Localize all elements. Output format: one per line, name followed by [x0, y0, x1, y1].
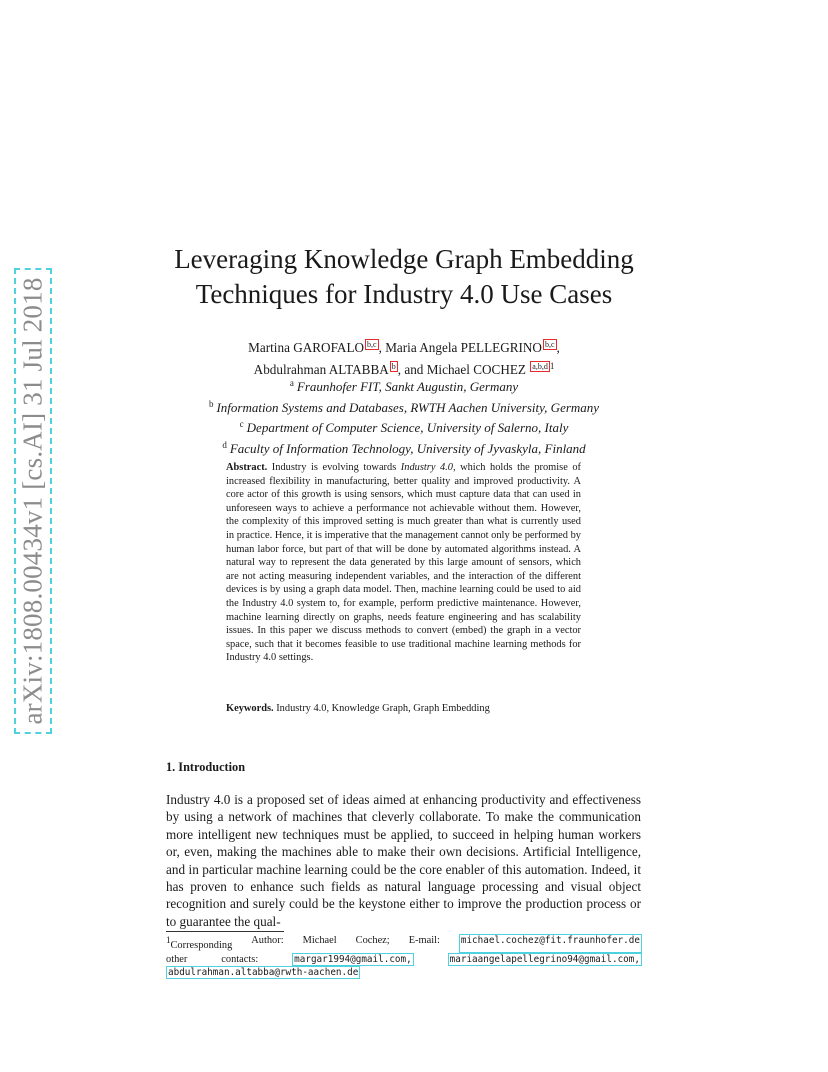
author-list	[150, 339, 658, 379]
arxiv-stamp-text: arXiv:1808.00434v1 [cs.AI] 31 Jul 2018	[17, 277, 48, 725]
author-name: Michael COCHEZ	[426, 362, 526, 377]
email-link[interactable]: michael.cochez@fit.fraunhofer.de	[459, 934, 642, 953]
section-heading: 1. Introduction	[166, 760, 246, 774]
affiliation-item	[150, 416, 658, 437]
abstract-emphasis: Industry 4.0	[400, 462, 453, 473]
footnote-word: other	[166, 953, 188, 965]
author-affiliation-link[interactable]: b,c	[367, 340, 377, 349]
abstract	[226, 461, 581, 665]
arxiv-stamp[interactable]	[14, 268, 52, 734]
footnote-word: contacts:	[221, 953, 259, 965]
footnote	[166, 934, 642, 979]
footnote-rule	[166, 931, 284, 932]
author-affiliation-link[interactable]: b,c	[544, 340, 555, 349]
footnote-line-3	[166, 966, 642, 979]
title-line-1: Leveraging Knowledge Graph Embedding	[174, 244, 634, 274]
affiliation-text: Fraunhofer FIT, Sankt Augustin, Germany	[296, 379, 519, 394]
footnote-marker: 1	[549, 361, 555, 371]
author-affiliation-link[interactable]: a,b,d	[532, 362, 548, 371]
email-link[interactable]: margar1994@gmail.com,	[294, 953, 412, 965]
affiliation-mark: d	[222, 439, 227, 450]
paper-title	[150, 242, 658, 312]
email-link[interactable]: abdulrahman.altabba@rwth-aachen.de	[168, 967, 359, 978]
author-affiliation-link[interactable]: b	[391, 362, 396, 371]
footnote-line-1	[166, 934, 642, 953]
affiliation-text: Department of Computer Science, University of Salerno, Italy	[246, 420, 569, 435]
author-separator: , and	[397, 362, 427, 377]
abstract-text-start: Industry is evolving towards	[267, 462, 401, 473]
author-separator: ,	[556, 340, 560, 355]
affiliation-mark: a	[289, 378, 294, 388]
affiliation-mark: c	[239, 419, 244, 429]
footnote-word-text: Corresponding	[170, 940, 233, 951]
author-name: Maria Angela PELLEGRINO	[385, 340, 542, 355]
title-line-2: Techniques for Industry 4.0 Use Cases	[195, 279, 613, 309]
footnote-word: Michael	[302, 935, 337, 946]
footnote-word	[166, 934, 232, 953]
keywords-label: Keywords.	[226, 703, 274, 714]
abstract-label: Abstract.	[226, 462, 268, 473]
email-link[interactable]: mariaangelapellegrino94@gmail.com,	[449, 953, 640, 965]
author-name: Abdulrahman ALTABBA	[253, 362, 389, 377]
affiliation-text: Faculty of Information Technology, University of Jyvaskyla, Finland	[229, 440, 586, 456]
footnote-mark: 1	[166, 935, 171, 945]
abstract-text: , which holds the promise of increased flexibility in manufacturing, better quality and improved productivity. A core actor of this growth is using sensors, which must capture data that can used in unforeseen ways to achieve a performance not achievable without them. However, the complexity of this improved setting is much greater than what is currently used in practice. Hence, it is imperative that the management cannot only be performed by human labor force, but part of that will be done by automated algorithms instead. A natural way to represent the data generated by this large amount of sensors, which are not acting measuring independent variables, and the interaction of the different devices is by using a graph data model. Then, machine learning could be used to aid the Industry 4.0 system to, for example, perform predictive maintenance. However, machine learning directly on graphs, needs feature engineering and has scalability issues. In this paper we discuss methods to convert (embed) the graph in a vector space, such that it becomes feasible to use traditional machine learning methods for Industry 4.0 settings.	[226, 462, 582, 664]
keywords	[226, 702, 586, 716]
footnote-line-2	[166, 953, 642, 967]
footnote-word: Cochez;	[355, 935, 390, 946]
affiliation-list	[150, 375, 658, 457]
affiliation-item	[150, 375, 658, 396]
affiliation-text: Information Systems and Databases, RWTH Aachen University, Germany	[216, 399, 600, 415]
affiliation-item	[150, 396, 658, 417]
author-separator: ,	[378, 340, 386, 355]
affiliation-item	[150, 437, 658, 458]
keywords-text: Industry 4.0, Knowledge Graph, Graph Embedding	[273, 703, 490, 714]
affiliation-mark: b	[208, 398, 214, 409]
footnote-word: Author:	[251, 935, 284, 946]
section-body: Industry 4.0 is a proposed set of ideas aimed at enhancing productivity and effectiveness by using a network of machines that cleverly collaborate. To make the communication more intelligent new techniques must be applied, to succeed in helping human workers or, even, making the machines able to make their own decisions. Artificial Intelligence, and in particular machine learning could be the core enabler of this automation. Indeed, it has proven to enhance such fields as natural language processing and visual object recognition and surely could be the keystone either to improve the production process or to guarantee the qual-	[166, 792, 641, 929]
author-name: Martina GAROFALO	[248, 340, 365, 355]
footnote-word: E-mail:	[408, 935, 440, 946]
author-line-1	[150, 339, 658, 357]
